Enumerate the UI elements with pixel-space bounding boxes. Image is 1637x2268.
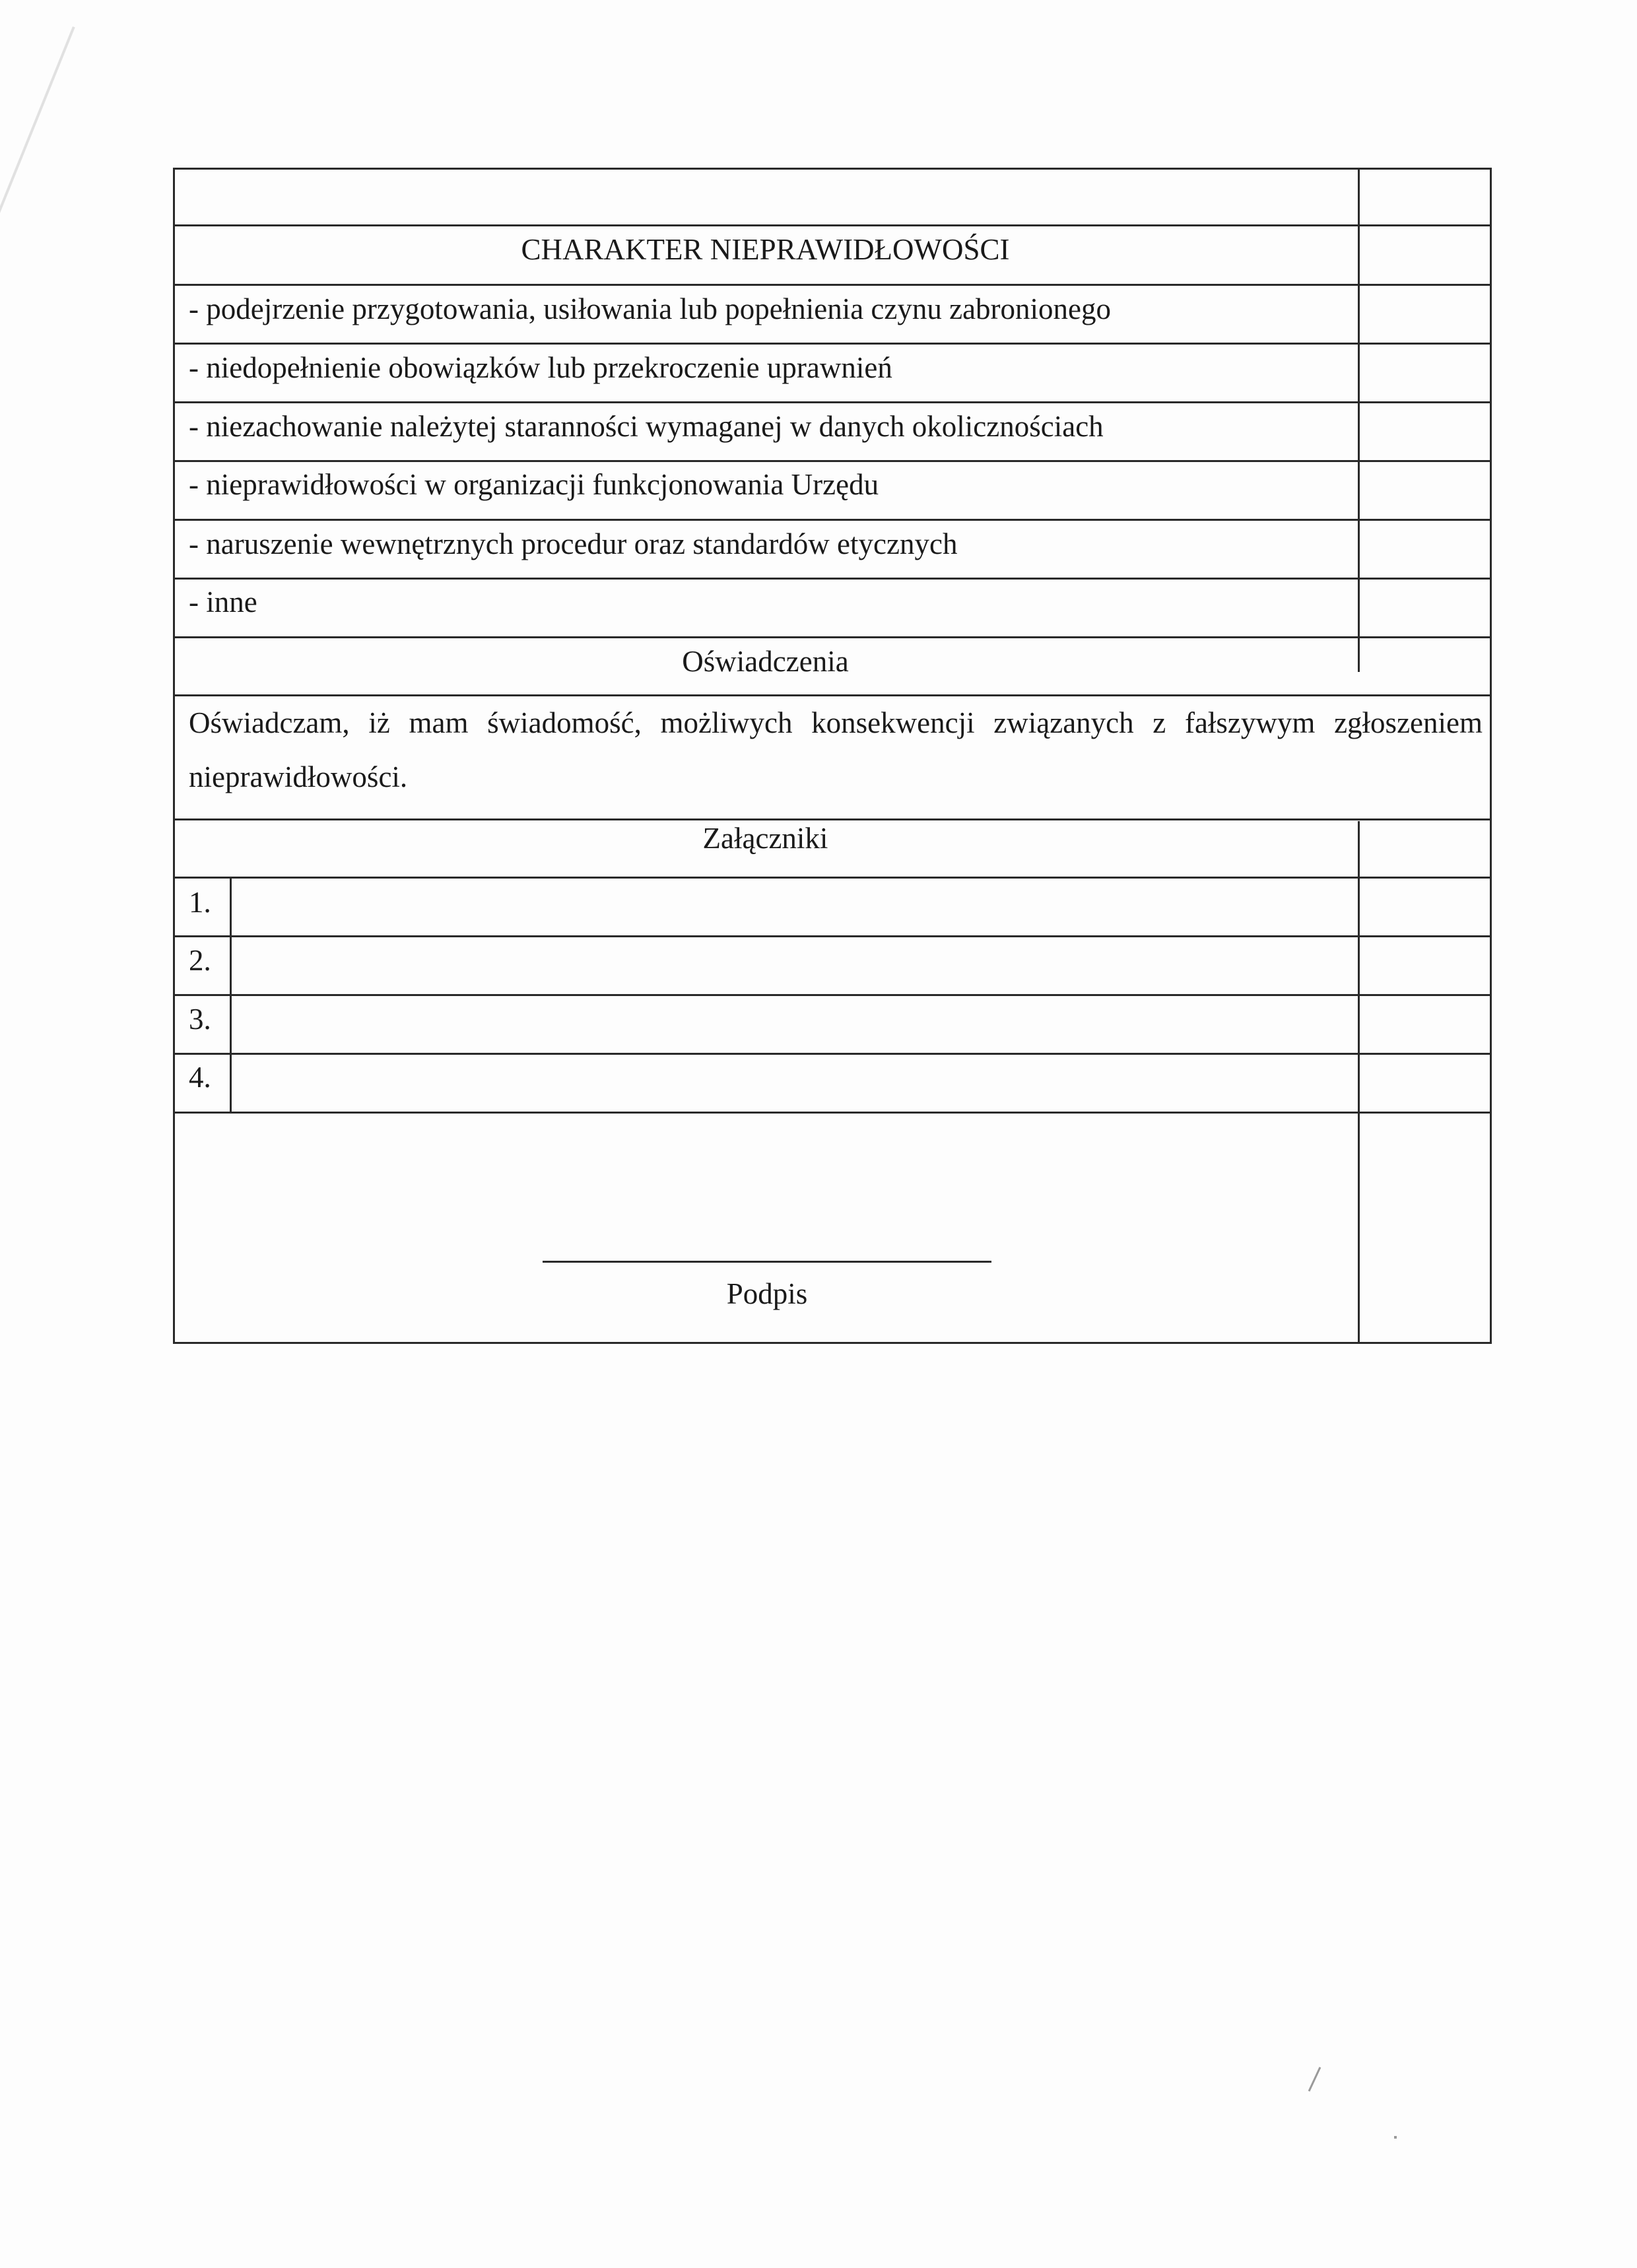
checkbox-column-divider-lower	[1358, 821, 1360, 1344]
signature-line	[543, 1261, 991, 1263]
attachment-field-1[interactable]	[232, 879, 1358, 935]
row-divider	[173, 284, 1492, 286]
attachment-number: 1.	[189, 886, 211, 919]
table-top-border	[173, 168, 1492, 170]
attachment-field-2[interactable]	[232, 937, 1358, 994]
row-divider	[173, 578, 1492, 580]
signature-field[interactable]	[543, 1197, 991, 1261]
section-declarations-title: Oświadczenia	[682, 645, 849, 678]
irregularity-option-duty-neglect: - niedopełnienie obowiązków lub przekroczenie uprawnień	[189, 351, 892, 384]
attachment-number: 3.	[189, 1003, 211, 1036]
section-nature-title: CHARAKTER NIEPRAWIDŁOWOŚCI	[521, 233, 1010, 266]
row-divider	[173, 343, 1492, 345]
signature-label: Podpis	[726, 1277, 808, 1310]
checkbox-criminal-act[interactable]	[1360, 286, 1490, 343]
irregularity-option-other: - inne	[189, 585, 257, 618]
whistleblower-form	[173, 168, 1492, 1344]
row-divider	[173, 636, 1492, 638]
row-divider	[173, 401, 1492, 403]
irregularity-option-lack-of-diligence: - niezachowanie należytej staranności wymaganej w danych okolicznościach	[189, 410, 1104, 443]
table-bottom-border	[173, 1342, 1492, 1344]
row-divider	[173, 519, 1492, 521]
row-divider	[173, 1112, 1492, 1114]
scan-speck	[1394, 2136, 1397, 2139]
irregularity-option-office-organization: - nieprawidłowości w organizacji funkcjonowania Urzędu	[189, 468, 879, 501]
attachment-field-4[interactable]	[232, 1055, 1358, 1112]
attachment-field-3[interactable]	[232, 996, 1358, 1053]
attachment-number: 4.	[189, 1061, 211, 1094]
declaration-text: Oświadczam, iż mam świadomość, możliwych konsekwencji związanych z fałszywym zgłoszeniem nieprawidłowości.	[189, 706, 1483, 793]
irregularity-option-procedure-breach: - naruszenie wewnętrznych procedur oraz standardów etycznych	[189, 527, 958, 560]
scan-artifact	[0, 26, 75, 284]
row-divider	[173, 460, 1492, 462]
checkbox-duty-neglect[interactable]	[1360, 345, 1490, 401]
attachment-number: 2.	[189, 944, 211, 977]
checkbox-other[interactable]	[1360, 580, 1490, 636]
row-divider	[173, 224, 1492, 226]
section-attachments-title: Załączniki	[702, 822, 828, 855]
checkbox-office-organization[interactable]	[1360, 462, 1490, 519]
checkbox-lack-of-diligence[interactable]	[1360, 403, 1490, 460]
irregularity-option-criminal-act: - podejrzenie przygotowania, usiłowania lub popełnienia czynu zabronionego	[189, 292, 1112, 325]
checkbox-procedure-breach[interactable]	[1360, 521, 1490, 578]
scan-speck	[1308, 2067, 1321, 2092]
